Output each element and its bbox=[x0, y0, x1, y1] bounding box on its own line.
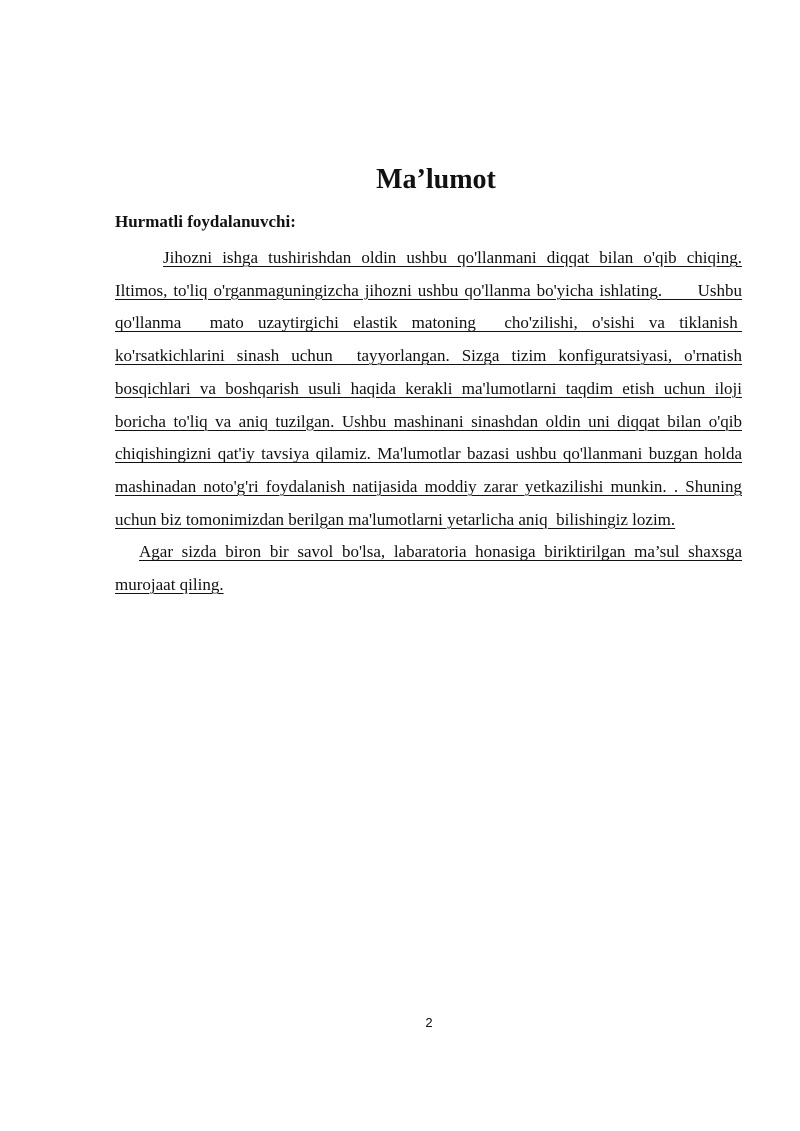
page-title: Ma’lumot bbox=[376, 164, 496, 195]
paragraph-contact: Agar sizda biron bir savol bo'lsa, labaratoria honasiga biriktirilgan ma’sul shaxsga murojaat qiling. bbox=[115, 542, 742, 595]
salutation: Hurmatli foydalanuvchi: bbox=[115, 212, 296, 231]
body-text bbox=[115, 242, 742, 602]
paragraph-instructions: Jihozni ishga tushirishdan oldin ushbu qo'llanmani diqqat bilan o'qib chiqing. Iltimos, to'liq o'rganmaguningizcha jihozni ushbu qo'llanma bo'yicha ishlating. Ushbu qo'llanma mato uzaytirgichi elastik matoning cho'zilishi, o'sishi va tiklanish ko'rsatkichlarini sinash uchun tayyorlangan. Sizga tizim konfiguratsiyasi, o'rnatish bosqichlari va boshqarish usuli haqida kerakli ma'lumotlarni taqdim etish uchun iloji boricha to'liq va aniq tuzilgan. Ushbu mashinani sinashdan oldin uni diqqat bilan o'qib chiqishingizni qat'iy tavsiya qilamiz. Ma'lumotlar bazasi ushbu qo'llanmani buzgan holda mashinadan noto'g'ri foydalanish natijasida moddiy zarar yetkazilishi munkin. . Shuning uchun biz tomonimizdan berilgan ma'lumotlarni yetarlicha aniq bilishingiz lozim. bbox=[115, 248, 742, 529]
page-number: 2 bbox=[425, 1015, 433, 1030]
